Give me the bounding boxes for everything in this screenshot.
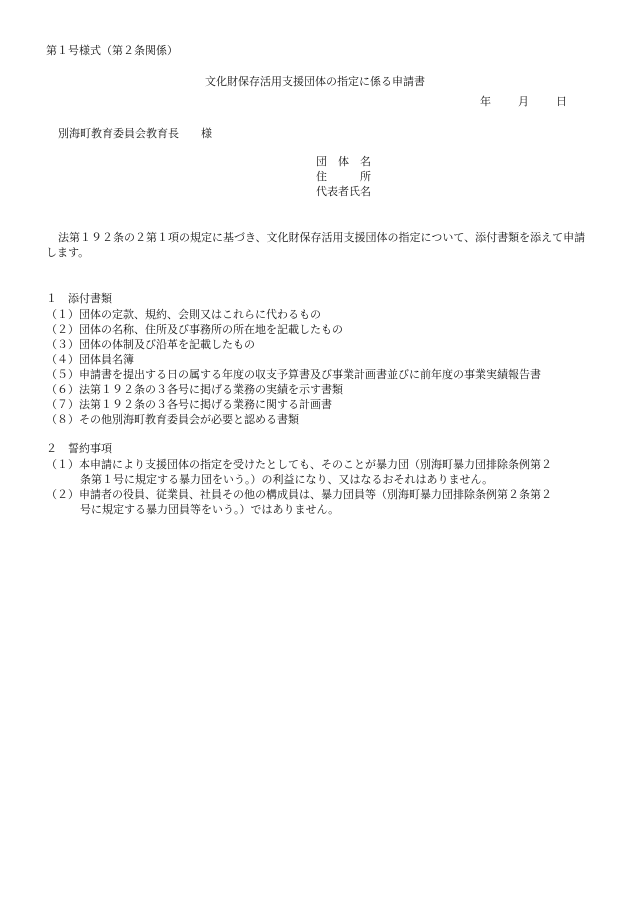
applicant-address-label: 住 所 [316, 170, 371, 183]
addressee: 別海町教育委員会教育長 様 [58, 127, 212, 140]
applicant-block [316, 154, 371, 199]
list-item: （４）団体員名簿 [46, 353, 134, 366]
list-item: （２）団体の名称、住所及び事務所の所在地を記載したもの [46, 323, 343, 336]
form-number: 第１号様式（第２条関係） [46, 44, 178, 57]
pledge-1-line1: （１）本申請により支援団体の指定を受けたとしても、そのことが暴力団（別海町暴力団排除条例第２ [46, 458, 552, 471]
list-item: （８）その他別海町教育委員会が必要と認める書類 [46, 413, 299, 426]
intro-paragraph: 法第１９２条の２第１項の規定に基づき、文化財保存活用支援団体の指定について、添付書類を添えて申請します。 [46, 231, 586, 259]
document-title: 文化財保存活用支援団体の指定に係る申請書 [205, 75, 425, 88]
applicant-representative-label: 代表者氏名 [316, 185, 371, 198]
date-month: 月 [518, 95, 529, 108]
list-item: （３）団体の体制及び沿革を記載したもの [46, 338, 255, 351]
pledge-2-line2: 号に規定する暴力団員等をいう。）ではありません。 [80, 503, 340, 516]
pledge-1-line2: 条第１号に規定する暴力団をいう。）の利益になり、又はなるおそれはありません。 [80, 473, 494, 486]
applicant-group-name-label: 団 体 名 [316, 155, 371, 168]
list-item: （７）法第１９２条の３各号に掲げる業務に関する計画書 [46, 398, 332, 411]
date-day: 日 [556, 95, 567, 108]
list-item [46, 487, 586, 517]
list-item: （１）団体の定款、規約、会則又はこれらに代わるもの [46, 308, 321, 321]
list-item [46, 457, 586, 487]
list-item: （５）申請書を提出する日の属する年度の収支予算書及び事業計画書並びに前年度の事業実績報告書 [46, 368, 541, 381]
section-attachments-heading: １ 添付書類 [46, 292, 112, 305]
pledge-2-line1: （２）申請者の役員、従業員、社員その他の構成員は、暴力団員等（別海町暴力団排除条例第２条第２ [46, 488, 552, 501]
list-item: （６）法第１９２条の３各号に掲げる業務の実績を示す書類 [46, 383, 343, 396]
date-line [480, 94, 567, 109]
section-pledge-heading: ２ 誓約事項 [46, 442, 112, 455]
attachments-list [46, 307, 541, 427]
pledge-list [46, 457, 586, 517]
date-year: 年 [480, 95, 491, 108]
